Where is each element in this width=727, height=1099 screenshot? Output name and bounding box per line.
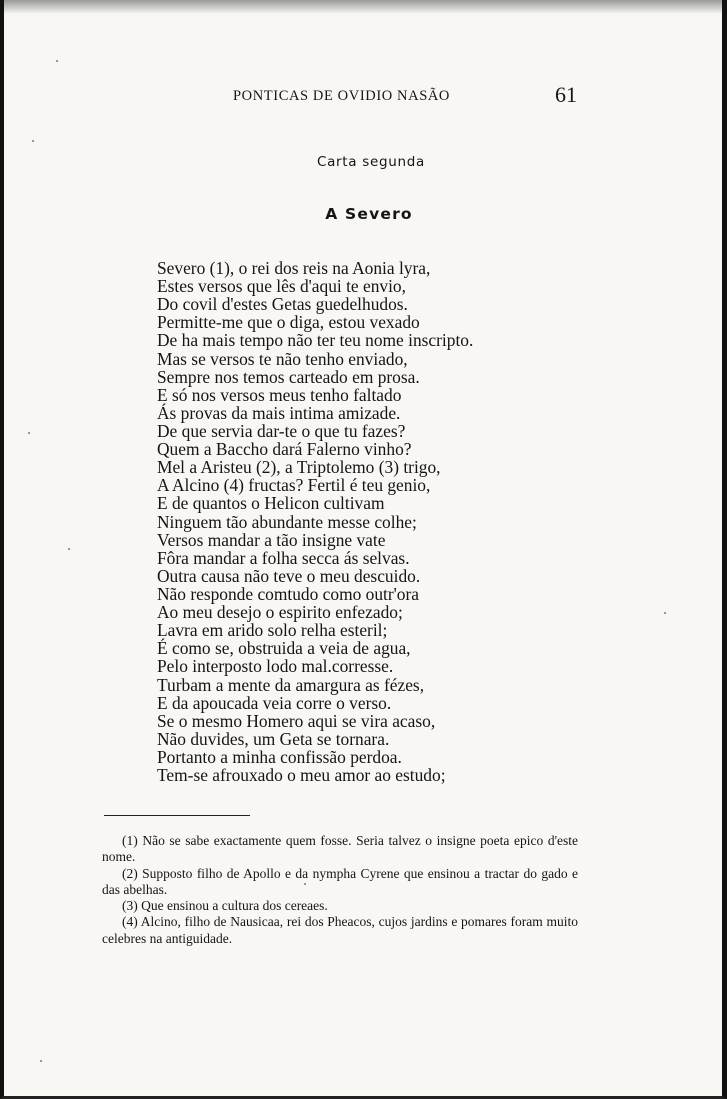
verse-line: Não responde comtudo como outr'ora (157, 583, 419, 604)
verse-line: Tem-se afrouxado o meu amor ao estudo; (157, 765, 446, 786)
verse-line: É como se, obstruida a veia de agua, (157, 638, 411, 659)
scan-speck (56, 60, 58, 62)
scan-speck (40, 1060, 42, 1062)
footnote-4: (4) Alcino, filho de Nausicaa, rei dos Pheacos, cujos jardins e pomares foram muito celebres na antiguidade. (102, 914, 578, 946)
verse-line: Se o mesmo Homero aqui se vira acaso, (157, 710, 436, 731)
verse-line: Quem a Baccho dará Falerno vinho? (157, 439, 412, 460)
verse-line: Sempre nos temos carteado em prosa. (157, 366, 420, 387)
footnotes (102, 833, 578, 947)
verse-line: Ao meu desejo o espirito enfezado; (157, 602, 403, 623)
verse-line: E de quantos o Helicon cultivam (157, 493, 385, 514)
scan-speck (28, 432, 30, 434)
scan-speck (32, 140, 34, 142)
scan-speck (68, 548, 70, 550)
verse-line: E da apoucada veia corre o verso. (157, 692, 392, 713)
page-number: 61 (555, 82, 577, 107)
verse-line: Pelo interposto lodo mal.corresse. (157, 656, 394, 677)
verse-line: Estes versos que lês d'aqui te envio, (157, 276, 406, 297)
verse-line: Não duvides, um Geta se tornara. (157, 728, 390, 749)
footnote-1: (1) Não se sabe exactamente quem fosse. Seria talvez o insigne poeta epico d'este nome. (102, 833, 578, 865)
scan-speck (664, 612, 666, 614)
verse-line: Ninguem tão abundante messe colhe; (157, 511, 417, 532)
verse-line: Turbam a mente da amargura as fézes, (157, 674, 425, 695)
poem-title: A Severo (325, 205, 413, 223)
verse-line: Mel a Aristeu (2), a Triptolemo (3) trigo, (157, 457, 441, 478)
verse-line: Mas se versos te não tenho enviado, (157, 348, 408, 369)
letter-label: Carta segunda (316, 154, 426, 170)
footnote-divider (104, 815, 250, 816)
footnote-3: (3) Que ensinou a cultura dos cereaes. (122, 898, 328, 914)
verse-line: Lavra em arido solo relha esteril; (157, 620, 388, 641)
verse-line: Portanto a minha confissão perdoa. (157, 746, 402, 767)
verse-line: Ás provas da mais intima amizade. (157, 402, 401, 423)
poem-body (157, 259, 577, 784)
verse-line: Severo (1), o rei dos reis na Aonia lyra, (157, 258, 431, 278)
verse-line: E só nos versos meus tenho faltado (157, 384, 402, 405)
verse-line: De ha mais tempo não ter teu nome inscripto. (157, 330, 474, 351)
verse-line: Fôra mandar a folha secca ás selvas. (157, 547, 410, 568)
verse-line: A Alcino (4) fructas? Fertil é teu genio, (157, 475, 431, 496)
footnote-2: (2) Supposto filho de Apollo e da nympha Cyrene que ensinou a tractar do gado e das abelhas. (102, 865, 578, 897)
verse-line: De que servia dar-te o que tu fazes? (157, 420, 406, 441)
scan-shadow (4, 0, 722, 14)
verse-line: Outra causa não teve o meu descuido. (157, 565, 421, 586)
verse-line: Permitte-me que o diga, estou vexado (157, 312, 420, 333)
verse-line: Do covil d'estes Getas guedelhudos. (157, 294, 408, 315)
running-head: PONTICAS DE OVIDIO NASÃO (233, 88, 450, 104)
verse-line: Versos mandar a tão insigne vate (157, 529, 386, 550)
scan-speck (304, 883, 306, 885)
